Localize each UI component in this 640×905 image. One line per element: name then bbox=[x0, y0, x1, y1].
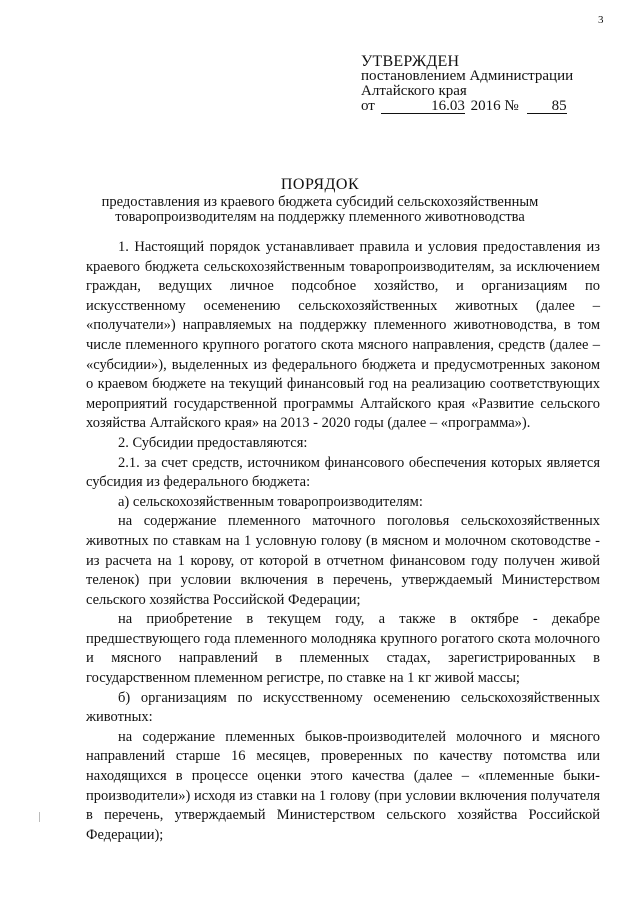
approval-date: 16.03 bbox=[381, 99, 465, 114]
paragraph-a-1: на содержание племенного маточного поголовья сельскохозяйственных животных по ставкам на 1 условную голову (в мясном и молочном скотоводстве - из расчета на 1 корову, от которой в отчетном финансовом году получен живой теленок) при условии включения в перечень, утверждаемый Министерством сельского хозяйства Российской Федерации; bbox=[86, 513, 600, 608]
margin-mark bbox=[39, 812, 40, 822]
approval-heading: УТВЕРЖДЕН bbox=[361, 53, 460, 70]
paragraph-a-2: на приобретение в текущем году, а также в октябре - декабре предшествующего года племенного молодняка крупного рогатого скота молочного и мясного направлений в племенных стадах, зарегистрированных в государственном племенном регистре, по ставке на 1 кг живой массы; bbox=[86, 611, 600, 687]
approval-number-sign: № bbox=[504, 98, 519, 114]
approval-line-1: постановлением Администрации bbox=[361, 68, 574, 84]
approval-date-line bbox=[361, 99, 573, 114]
title-word: ПОРЯДОК bbox=[280, 176, 360, 193]
document-title bbox=[0, 177, 640, 225]
page-number: 3 bbox=[598, 14, 604, 26]
paragraph-a: а) сельскохозяйственным товаропроизводителям: bbox=[118, 493, 423, 510]
document-body bbox=[86, 238, 600, 845]
approval-year: 2016 bbox=[470, 98, 501, 114]
paragraph-1: 1. Настоящий порядок устанавливает правила и условия предоставления из краевого бюджета сельскохозяйственным товаропроизводителям, за исключением граждан, ведущих личное подсобное хозяйство, и организациям по искусственному осеменению сельскохозяйственных животных (далее – «получатели») направляемых на поддержку племенного животноводства, в том числе племенного крупного рогатого скота мясного направления, средств (далее – «субсидии»), выделенных из федерального бюджета и предусмотренных законом о краевом бюджете на текущий финансовый год на реализацию соответствующих мероприятий государственной программы Алтайского края «Развитие сельского хозяйства Алтайского края» на 2013 - 2020 годы (далее – «программа»). bbox=[86, 239, 600, 432]
title-line-1: предоставления из краевого бюджета субсидий сельскохозяйственным bbox=[101, 194, 539, 210]
approval-block bbox=[361, 54, 573, 114]
paragraph-b-1: на содержание племенных быков-производителей молочного и мясного направлений старше 16 месяцев, проверенных по качеству потомства или находящихся в процессе оценки этого качества (далее – «племенные быки-производители») исходя из ставки на 1 голову (при условии включения получателя в перечень, утверждаемый Министерством сельского хозяйства Российской Федерации); bbox=[86, 728, 600, 843]
approval-line-2: Алтайского края bbox=[361, 83, 467, 99]
paragraph-2-1: 2.1. за счет средств, источником финансового обеспечения которых является субсидия из федерального бюджета: bbox=[86, 454, 600, 491]
title-line-2: товаропроизводителям на поддержку племенного животноводства bbox=[115, 209, 525, 225]
paragraph-b: б) организациям по искусственному осеменению сельскохозяйственных животных: bbox=[86, 689, 600, 726]
approval-from-label: от bbox=[361, 98, 375, 114]
paragraph-2: 2. Субсидии предоставляются: bbox=[118, 434, 308, 451]
approval-number: 85 bbox=[527, 99, 567, 114]
